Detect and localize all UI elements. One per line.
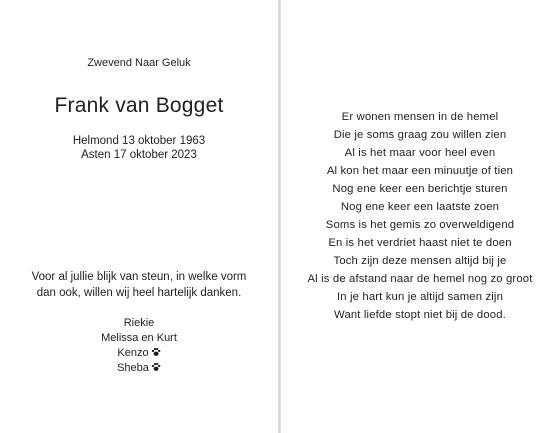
family-member-with-paw <box>0 347 278 359</box>
family-member: Sheba <box>117 362 149 374</box>
left-page <box>0 0 278 433</box>
card-subtitle: Zwevend Naar Geluk <box>87 57 191 69</box>
family-member: Kenzo <box>117 347 149 359</box>
poem-line: Toch zijn deze mensen altijd bij je <box>333 255 507 267</box>
right-page <box>281 0 559 433</box>
poem-line: Nog ene keer een berichtje sturen <box>332 183 508 195</box>
family-member-with-paw <box>0 362 278 374</box>
poem-line: Er wonen mensen in de hemel <box>341 111 499 123</box>
poem-line: En is het verdriet haast niet te doen <box>328 237 512 249</box>
poem-line: Want liefde stopt niet bij de dood. <box>334 309 506 321</box>
death-info: Asten 17 oktober 2023 <box>81 149 197 161</box>
family-member: Riekie <box>123 317 155 329</box>
poem-line: In je hart kun je altijd samen zijn <box>337 291 503 303</box>
thanks-line-1: Voor al jullie blijk van steun, in welke vorm <box>31 271 247 283</box>
paw-print-icon <box>151 347 161 357</box>
poem-line: Al kon het maar een minuutje of tien <box>326 165 514 177</box>
family-member: Melissa en Kurt <box>101 332 177 344</box>
birth-info: Helmond 13 oktober 1963 <box>72 135 206 147</box>
poem-line: Nog ene keer een laatste zoen <box>340 201 500 213</box>
poem-line: Die je soms graag zou willen zien <box>333 129 507 141</box>
thanks-line-2: dan ook, willen wij heel hartelijk danken. <box>36 287 242 299</box>
poem-line: Al is het maar voor heel even <box>344 147 496 159</box>
deceased-name: Frank van Bogget <box>54 94 224 117</box>
paw-print-icon <box>151 362 161 372</box>
poem-line: Soms is het gemis zo overweldigend <box>325 219 515 231</box>
poem-line: Al is de afstand naar de hemel nog zo groot <box>307 273 533 285</box>
